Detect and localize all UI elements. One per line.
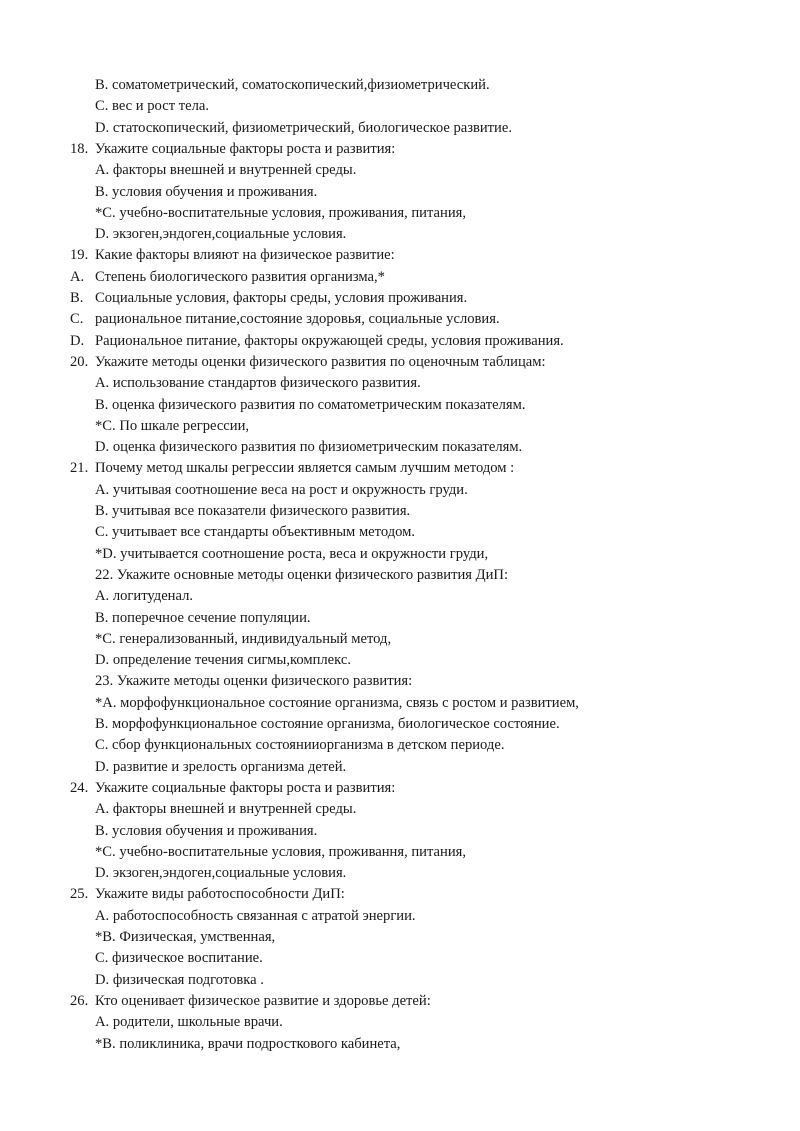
answer-line: [0, 395, 800, 416]
line-number: 20.: [70, 353, 89, 370]
line-text: Укажите социальные факторы роста и развития:: [95, 779, 396, 796]
answer-line: [0, 586, 800, 607]
answer-line: [0, 96, 800, 117]
answer-line: [0, 416, 800, 437]
answer-line: [0, 671, 800, 692]
answer-line: [0, 821, 800, 842]
numbered-line: [0, 331, 800, 352]
line-text: C. сбор функциональных состоянииорганизма в детском периоде.: [95, 737, 505, 754]
numbered-line: [0, 139, 800, 160]
line-text: *B. поликлиника, врачи подросткового кабинета,: [95, 1035, 401, 1052]
answer-line: [0, 160, 800, 181]
line-text: A. факторы внешней и внутренней среды.: [95, 801, 357, 818]
line-text: Укажите методы оценки физического развития по оценочным таблицам:: [95, 353, 546, 370]
answer-line: [0, 75, 800, 96]
answer-line: [0, 799, 800, 820]
line-text: B. морфофункциональное состояние организма, биологическое состояние.: [95, 716, 560, 732]
line-text: D. экзоген,эндоген,социальные условия.: [95, 226, 347, 243]
answer-line: [0, 927, 800, 948]
numbered-line: [0, 352, 800, 373]
answer-line: [0, 863, 800, 884]
answer-line: [0, 629, 800, 650]
answer-line: [0, 608, 800, 629]
line-text: рациональное питание,состояние здоровья, социальные условия.: [95, 311, 500, 328]
answer-line: [0, 948, 800, 969]
line-number: 18.: [70, 140, 89, 157]
line-text: 22. Укажите основные методы оценки физического развития ДиП:: [95, 566, 509, 583]
line-text: A. использование стандартов физического развития.: [95, 375, 421, 392]
line-text: D. статоскопический, физиометрический, биологическое развитие.: [95, 119, 512, 136]
line-text: Какие факторы влияют на физическое развитие:: [95, 247, 395, 264]
answer-line: [0, 693, 800, 714]
line-text: B. условия обучения и проживания.: [95, 822, 318, 839]
line-text: B. учитывая все показатели физического развития.: [95, 503, 411, 519]
line-text: C. вес и рост тела.: [95, 98, 209, 115]
answer-line: [0, 224, 800, 245]
answer-line: [0, 906, 800, 927]
numbered-line: [0, 778, 800, 799]
line-text: B. оценка физического развития по соматометрическим показателям.: [95, 396, 526, 413]
answer-line: [0, 501, 800, 522]
line-text: Социальные условия, факторы среды, условия проживания.: [95, 290, 468, 306]
line-text: D. оценка физического развития по физиометрическим показателям.: [95, 439, 523, 456]
line-text: C. учитывает все стандарты объективным методом.: [95, 524, 416, 541]
line-text: *C. учебно-воспитательные условия, проживания, питания,: [95, 204, 467, 221]
answer-line: [0, 118, 800, 139]
line-text: D. определение течения сигмы,комплекс.: [95, 652, 352, 669]
line-text: A. родители, школьные врачи.: [95, 1014, 283, 1031]
line-text: A. учитывая соотношение веса на рост и окружность груди.: [95, 481, 468, 498]
line-text: D. экзоген,эндоген,социальные условия.: [95, 865, 347, 882]
line-text: B. поперечное сечение популяции.: [95, 609, 311, 626]
line-text: *D. учитывается соотношение роста, веса и окружности груди,: [95, 545, 489, 562]
numbered-line: [0, 267, 800, 288]
line-text: Кто оценивает физическое развитие и здоровье детей:: [95, 992, 431, 1009]
answer-line: [0, 714, 800, 735]
answer-line: [0, 480, 800, 501]
answer-line: [0, 565, 800, 586]
answer-line: [0, 970, 800, 991]
answer-line: [0, 757, 800, 778]
numbered-line: [0, 288, 800, 309]
line-text: B. соматометрический, соматоскопический,физиометрический.: [95, 77, 490, 93]
line-text: B. условия обучения и проживания.: [95, 183, 318, 200]
answer-line: [0, 842, 800, 863]
numbered-line: [0, 991, 800, 1012]
numbered-line: [0, 245, 800, 266]
line-text: Укажите социальные факторы роста и развития:: [95, 140, 396, 157]
line-number: 19.: [70, 247, 89, 264]
answer-line: [0, 437, 800, 458]
numbered-line: [0, 458, 800, 479]
line-number: B.: [70, 290, 84, 306]
answer-line: [0, 735, 800, 756]
line-number: D.: [70, 332, 85, 349]
line-text: Почему метод шкалы регрессии является самым лучшим методом :: [95, 460, 515, 477]
line-text: Укажите виды работоспособности ДиП:: [95, 886, 345, 903]
line-number: 26.: [70, 992, 89, 1009]
line-number: A.: [70, 268, 85, 285]
line-text: *C. учебно-воспитательные условия, проживання, питания,: [95, 843, 467, 860]
numbered-line: [0, 884, 800, 905]
line-text: Рациональное питание, факторы окружающей среды, условия проживания.: [95, 332, 564, 349]
line-text: 23. Укажите методы оценки физического развития:: [95, 673, 413, 690]
answer-line: [0, 1034, 800, 1055]
answer-line: [0, 203, 800, 224]
line-text: C. физическое воспитание.: [95, 950, 263, 967]
line-text: D. развитие и зрелость организма детей.: [95, 758, 347, 775]
line-text: *C. генерализованный, индивидуальный метод,: [95, 630, 392, 647]
answer-line: [0, 544, 800, 565]
line-number: 21.: [70, 460, 89, 477]
line-text: *C. По шкале регрессии,: [95, 417, 250, 434]
answer-line: [0, 650, 800, 671]
line-text: *B. Физическая, умственная,: [95, 929, 276, 945]
numbered-line: [0, 309, 800, 330]
line-text: *A. морфофункциональное состояние организма, связь с ростом и развитием,: [95, 694, 579, 711]
line-number: 25.: [70, 886, 89, 903]
line-text: D. физическая подготовка .: [95, 971, 264, 988]
answer-line: [0, 182, 800, 203]
line-number: C.: [70, 311, 84, 328]
line-number: 24.: [70, 779, 89, 796]
line-text: A. логитуденал.: [95, 588, 194, 605]
answer-line: [0, 522, 800, 543]
line-text: A. работоспособность связанная с атратой энергии.: [95, 907, 416, 924]
answer-line: [0, 1012, 800, 1033]
answer-line: [0, 373, 800, 394]
line-text: Степень биологического развития организма,*: [95, 268, 385, 285]
line-text: A. факторы внешней и внутренней среды.: [95, 162, 357, 179]
